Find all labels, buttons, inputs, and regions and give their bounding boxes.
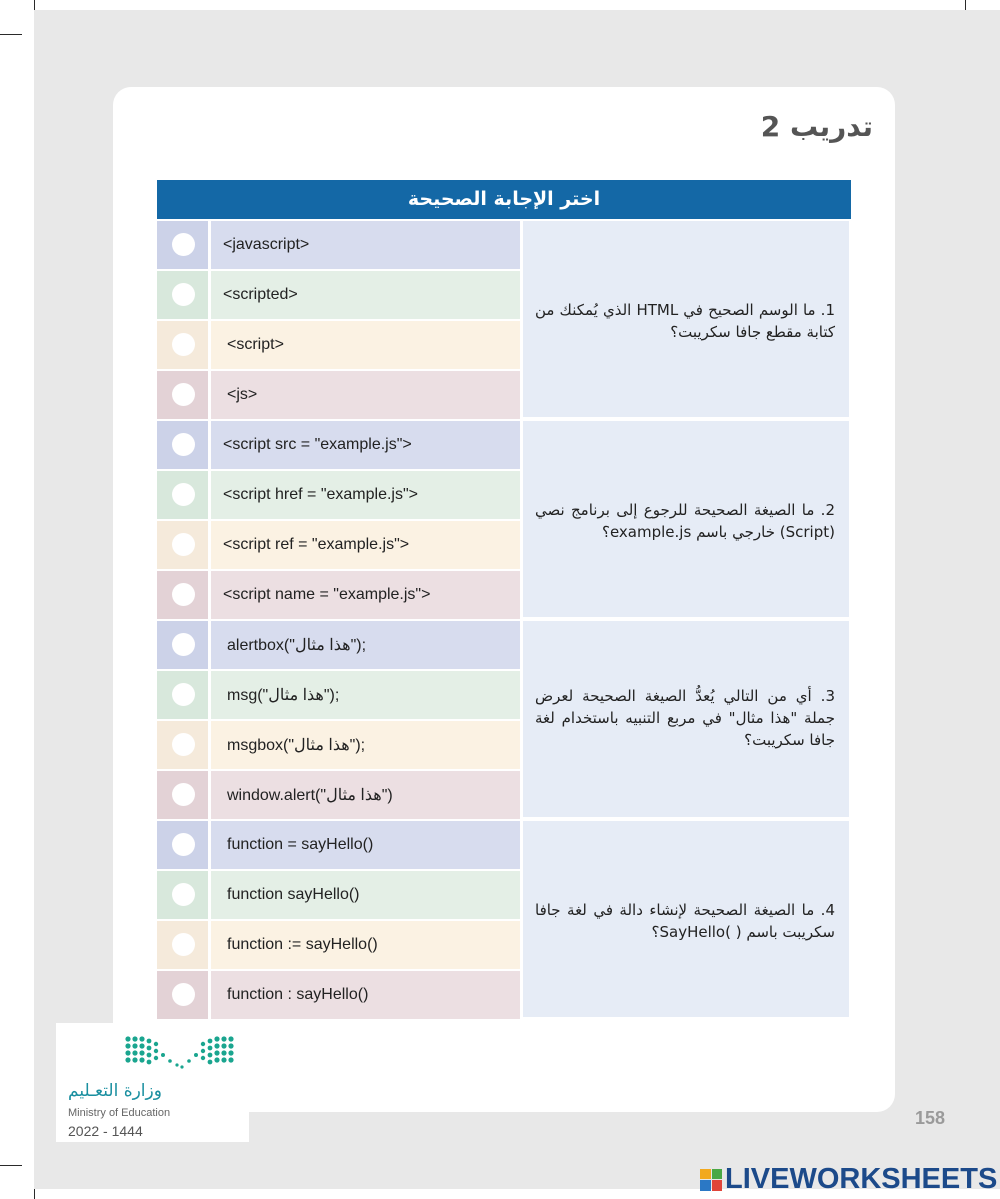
option-radio-cell — [157, 621, 208, 669]
academic-year: 2022 - 1444 — [68, 1123, 143, 1139]
option-text: alertbox("هذا مثال"); — [211, 621, 520, 669]
ministry-dots-icon — [122, 1033, 237, 1073]
ministry-name-english: Ministry of Education — [68, 1107, 171, 1119]
option-radio-cell — [157, 671, 208, 719]
option-radio-cell — [157, 521, 208, 569]
question-cell-4 — [523, 821, 849, 1017]
question-cell-2 — [523, 421, 849, 617]
option-text: function sayHello() — [211, 871, 520, 919]
radio-button[interactable] — [172, 383, 195, 406]
question-text-1: 1. ما الوسم الصحيح في HTML الذي يُمكنك من كتابة مقطع جافا سكريبت؟ — [535, 301, 835, 341]
option-text: <script src = "example.js"> — [211, 421, 520, 469]
option-radio-cell — [157, 271, 208, 319]
radio-button[interactable] — [172, 583, 195, 606]
option-radio-cell — [157, 321, 208, 369]
option-text: msg("هذا مثال"); — [211, 671, 520, 719]
radio-button[interactable] — [172, 283, 195, 306]
crop-mark — [0, 34, 22, 35]
question-text-4: 4. ما الصيغة الصحيحة لإنشاء دالة في لغة جافا سكريبت باسم ( )SayHello؟ — [535, 901, 835, 941]
option-text: function = sayHello() — [211, 821, 520, 869]
radio-button[interactable] — [172, 833, 195, 856]
ministry-name-arabic: وزارة التعـليم — [68, 1081, 162, 1101]
option-radio-cell — [157, 571, 208, 619]
question-cell-3 — [523, 621, 849, 817]
radio-button[interactable] — [172, 983, 195, 1006]
option-radio-cell — [157, 871, 208, 919]
radio-button[interactable] — [172, 933, 195, 956]
option-radio-cell — [157, 821, 208, 869]
radio-button[interactable] — [172, 683, 195, 706]
radio-button[interactable] — [172, 733, 195, 756]
liveworksheets-icon — [700, 1169, 722, 1191]
radio-button[interactable] — [172, 433, 195, 456]
option-text: <script ref = "example.js"> — [211, 521, 520, 569]
radio-button[interactable] — [172, 233, 195, 256]
table-header: اختر الإجابة الصحيحة — [157, 180, 851, 219]
option-text: function := sayHello() — [211, 921, 520, 969]
question-cell-1 — [523, 221, 849, 417]
radio-button[interactable] — [172, 333, 195, 356]
liveworksheets-logo[interactable] — [700, 1163, 997, 1196]
option-radio-cell — [157, 721, 208, 769]
option-text: window.alert("هذا مثال") — [211, 771, 520, 819]
question-text-3: 3. أي من التالي يُعدُّ الصيغة الصحيحة لعرض جملة "هذا مثال" في مربع التنبيه باستخدام لغة جافا سكريبت؟ — [535, 687, 835, 749]
radio-button[interactable] — [172, 783, 195, 806]
option-text: <scripted> — [211, 271, 520, 319]
option-radio-cell — [157, 771, 208, 819]
ministry-logo — [56, 1023, 249, 1142]
brand-name: LIVEWORKSHEETS — [725, 1163, 998, 1195]
page-number: 158 — [915, 1108, 946, 1128]
option-text: <script> — [211, 321, 520, 369]
option-radio-cell — [157, 921, 208, 969]
option-radio-cell — [157, 971, 208, 1019]
option-radio-cell — [157, 371, 208, 419]
radio-button[interactable] — [172, 483, 195, 506]
radio-button[interactable] — [172, 883, 195, 906]
option-text: msgbox("هذا مثال"); — [211, 721, 520, 769]
option-radio-cell — [157, 221, 208, 269]
option-text: <script href = "example.js"> — [211, 471, 520, 519]
crop-mark — [0, 1165, 22, 1166]
option-text: <javascript> — [211, 221, 520, 269]
radio-button[interactable] — [172, 633, 195, 656]
option-text: function : sayHello() — [211, 971, 520, 1019]
question-text-2: 2. ما الصيغة الصحيحة للرجوع إلى برنامج نصي (Script) خارجي باسم example.js؟ — [535, 501, 835, 541]
radio-button[interactable] — [172, 533, 195, 556]
option-text: <script name = "example.js"> — [211, 571, 520, 619]
option-text: <js> — [211, 371, 520, 419]
exercise-title: تدريب 2 — [760, 110, 873, 143]
option-radio-cell — [157, 471, 208, 519]
option-radio-cell — [157, 421, 208, 469]
